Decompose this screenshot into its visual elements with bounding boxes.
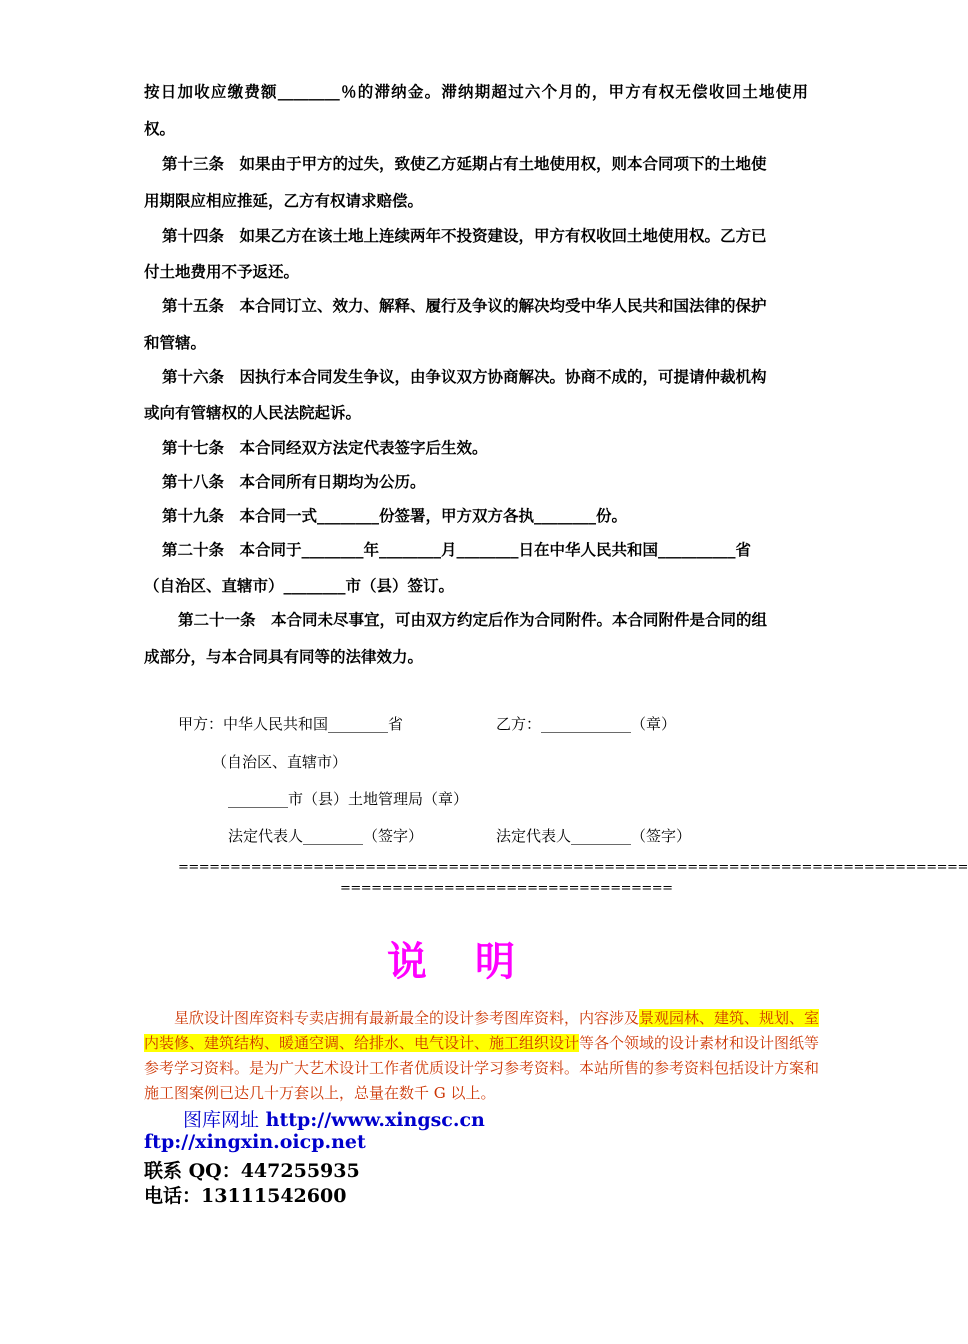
article-13-line-1: 第十三条 如果由于甲方的过失，致使乙方延期占有土地使用权，则本合同项下的土地使 xyxy=(162,155,767,173)
notice-highlight: 景观园林、建筑、规划、室内装修、建筑结构、暖通空调、给排水、电气设计、施工组织设计 xyxy=(144,1009,820,1052)
article-14-line-2: 付土地费用不予返还。 xyxy=(144,263,300,281)
notice-text-after: 等各个领域的设计素材和设计图纸等参考学习资料。是为广大艺术设计工作者优质设计学习参考资料。本站所售的参考资料包括设计方案和施工图案例已达几十万套以上，总量在数千 G 以上。 xyxy=(144,1034,820,1102)
qq-contact: 联系 QQ：447255935 xyxy=(144,1160,360,1182)
site-label: 图库网址 xyxy=(183,1109,260,1131)
separator-line-2: ================================ xyxy=(340,881,673,896)
article-17: 第十七条 本合同经双方法定代表签字后生效。 xyxy=(162,439,488,457)
notice-text-before: 星欣设计图库资料专卖店拥有最新最全的设计参考图库资料，内容涉及 xyxy=(174,1009,640,1027)
article-20-line-1: 第二十条 本合同于________年________月________日在中华人民共和国__________省 xyxy=(162,541,752,559)
article-19: 第十九条 本合同一式________份签署，甲方双方各执________份。 xyxy=(162,507,628,525)
article-21-line-2: 成部分，与本合同具有同等的法律效力。 xyxy=(144,648,424,666)
site-line xyxy=(183,1105,485,1132)
party-b-line: 乙方：____________（章） xyxy=(496,715,677,733)
party-a-region: （自治区、直辖市） xyxy=(212,753,348,771)
party-a-representative: 法定代表人________（签字） xyxy=(228,827,424,845)
ftp-link[interactable]: ftp://xingxin.oicp.net xyxy=(144,1131,366,1153)
article-14-line-1: 第十四条 如果乙方在该土地上连续两年不投资建设，甲方有权收回土地使用权。乙方已 xyxy=(162,227,767,245)
article-15-line-2: 和管辖。 xyxy=(144,334,207,352)
notice-paragraph xyxy=(144,1006,824,1106)
party-a-line: 甲方：中华人民共和国________省 xyxy=(178,715,404,733)
party-b-representative: 法定代表人________（签字） xyxy=(496,827,692,845)
article-20-line-2: （自治区、直辖市）________市（县）签订。 xyxy=(144,577,455,595)
carry-over-line-2: 权。 xyxy=(144,120,176,138)
article-16-line-1: 第十六条 因执行本合同发生争议，由争议双方协商解决。协商不成的，可提请仲裁机构 xyxy=(162,368,767,386)
phone-contact: 电话：13111542600 xyxy=(144,1185,347,1207)
site-url-link[interactable]: http://www.xingsc.cn xyxy=(265,1109,485,1131)
carry-over-line-1: 按日加收应缴费额________％的滞纳金。滞纳期超过六个月的，甲方有权无偿收回土地使用 xyxy=(144,83,808,101)
article-13-line-2: 用期限应相应推延，乙方有权请求赔偿。 xyxy=(144,192,424,210)
article-21-line-1: 第二十一条 本合同未尽事宜，可由双方约定后作为合同附件。本合同附件是合同的组 xyxy=(178,611,768,629)
article-16-line-2: 或向有管辖权的人民法院起诉。 xyxy=(144,404,362,422)
land-bureau-line: ________市（县）土地管理局（章） xyxy=(228,790,469,808)
separator-line-1: ============================================================================ xyxy=(178,860,968,875)
article-15-line-1: 第十五条 本合同订立、效力、解释、履行及争议的解决均受中华人民共和国法律的保护 xyxy=(162,297,767,315)
notice-title: 说明 xyxy=(387,939,563,985)
article-18: 第十八条 本合同所有日期均为公历。 xyxy=(162,473,426,491)
